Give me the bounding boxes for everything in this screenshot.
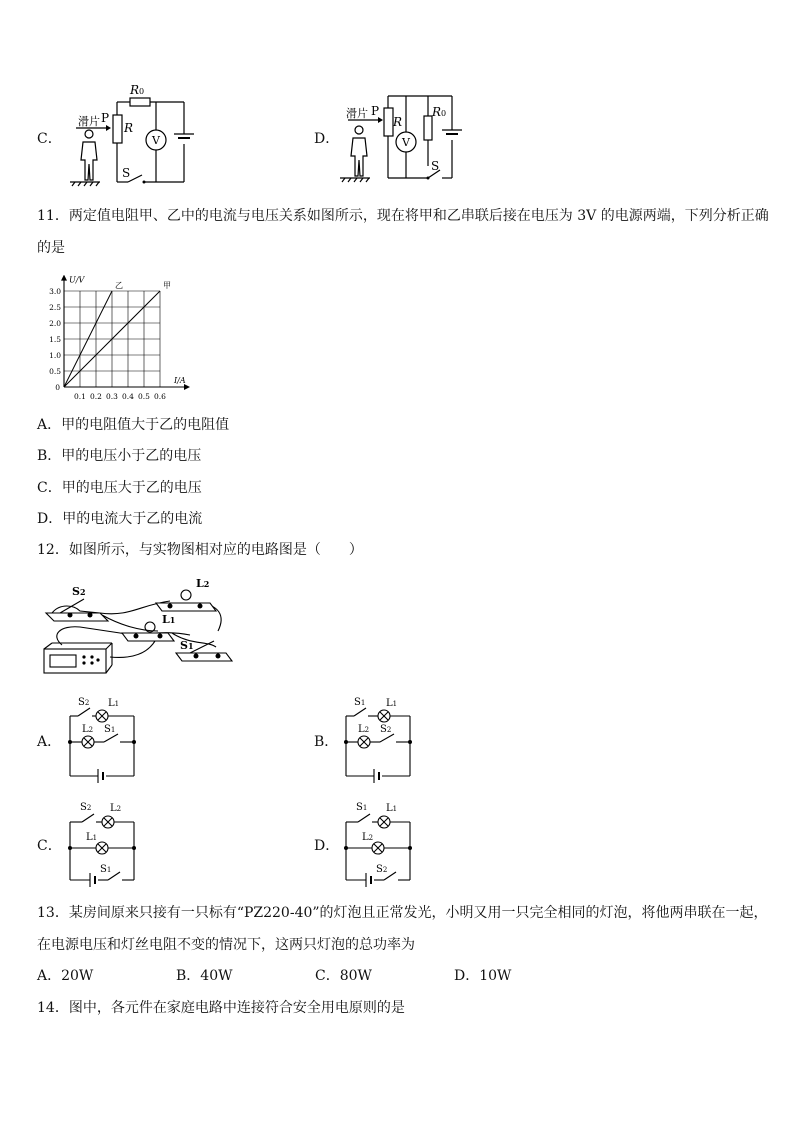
q10-c-s-label: S — [122, 166, 131, 180]
q11-option-a[interactable]: A．甲的电阻值大于乙的电阻值 — [37, 417, 230, 433]
y-tick-label: 1.0 — [49, 351, 61, 360]
q11-option-d[interactable]: D．甲的电流大于乙的电流 — [37, 511, 203, 527]
q12-option-a-letter[interactable]: A． — [37, 734, 62, 750]
q13-option-a[interactable]: A．20W — [37, 968, 94, 984]
q12-photo-s1-label: S1 — [180, 639, 194, 652]
x-tick-label: 0.1 — [74, 392, 86, 400]
q11-iu-chart — [34, 275, 194, 400]
q10-d-huapian-label: 滑片 — [346, 107, 368, 120]
x-tick-label: 0.6 — [154, 392, 166, 400]
q12-circuit-c — [62, 798, 142, 890]
q12-b-l-mid-label: L2 — [358, 724, 370, 735]
q10-c-p-label: P — [101, 111, 110, 125]
q12-c-l-mid-label: L1 — [86, 832, 98, 843]
q12-circuit-d — [338, 798, 418, 890]
q10-c-huapian-label: 滑片 — [78, 115, 100, 128]
q11-option-c[interactable]: C．甲的电压大于乙的电压 — [37, 480, 202, 496]
y-tick-label: 2.0 — [49, 319, 61, 328]
q12-d-s-top-label: S1 — [356, 802, 368, 813]
q12-option-b-letter[interactable]: B． — [314, 734, 339, 750]
y-axis-arrow — [61, 275, 67, 281]
q10-circuit-d — [340, 90, 464, 186]
q12-d-s-bot-label: S2 — [376, 864, 388, 875]
y-tick-label: 3.0 — [49, 287, 61, 296]
q12-a-s-mid-label: S1 — [104, 724, 116, 735]
q12-circuit-b — [338, 694, 418, 786]
q12-b-s-top-label: S1 — [354, 697, 366, 708]
q10-d-p-label: P — [371, 104, 380, 118]
q12-a-l-mid-label: L2 — [82, 724, 94, 735]
q12-stem: 12．如图所示，与实物图相对应的电路图是（ ） — [37, 542, 363, 558]
q10-c-v-label: V — [152, 134, 160, 147]
q12-photo-l1-label: L1 — [162, 613, 176, 626]
q12-option-c-letter[interactable]: C． — [37, 838, 62, 854]
q12-option-d-letter[interactable]: D． — [314, 838, 340, 854]
y-tick-label: 1.5 — [49, 335, 61, 344]
x-tick-label: 0.5 — [138, 392, 150, 400]
q12-c-s-bot-label: S1 — [100, 864, 112, 875]
q12-photo-s2-label: S2 — [72, 585, 86, 598]
q13-option-d[interactable]: D．10W — [454, 968, 512, 984]
q12-physical-diagram — [40, 575, 240, 680]
q10-option-d-letter: D． — [314, 131, 340, 147]
q14-stem: 14．图中，各元件在家庭电路中连接符合安全用电原则的是 — [37, 1000, 405, 1016]
q12-c-l-top-label: L2 — [110, 803, 122, 814]
q13-option-b[interactable]: B．40W — [176, 968, 233, 984]
q12-c-s-top-label: S2 — [80, 802, 92, 813]
q12-b-s-mid-label: S2 — [380, 724, 392, 735]
x-tick-label: 0.3 — [106, 392, 118, 400]
q13-stem-line2: 在电源电压和灯丝电阻不变的情况下，这两只灯泡的总功率为 — [37, 937, 415, 953]
series-label-0: 乙 — [115, 281, 123, 290]
q12-photo-l2-label: L2 — [196, 577, 210, 590]
q12-a-s-top-label: S2 — [78, 697, 90, 708]
q12-d-l-mid-label: L2 — [362, 832, 374, 843]
y-tick-label: 0.5 — [49, 367, 61, 376]
q10-c-r-label: R — [124, 121, 134, 135]
q10-c-r0-label: R0 — [130, 83, 145, 97]
q10-circuit-c — [66, 82, 202, 190]
series-label-1: 甲 — [163, 281, 171, 290]
q11-stem-line1: 11．两定值电阻甲、乙中的电流与电压关系如图所示，现在将甲和乙串联后接在电压为 3V 的电源两端，下列分析正确 — [37, 208, 769, 224]
x-tick-label: 0.4 — [122, 392, 134, 400]
x-axis-label: I/A — [174, 376, 186, 385]
q12-a-l-top-label: L1 — [108, 698, 120, 709]
q10-d-r-label: R — [393, 115, 403, 129]
q12-d-l-top-label: L1 — [386, 803, 398, 814]
q13-stem-line1: 13．某房间原来只接有一只标有“PZ220-40”的灯泡且正常发光，小明又用一只完全相同的灯泡，将他两串联在一起， — [37, 905, 768, 921]
y-tick-label: 2.5 — [49, 303, 61, 312]
q12-circuit-a — [62, 694, 142, 786]
q11-stem-line2: 的是 — [37, 240, 65, 256]
x-tick-label: 0.2 — [90, 392, 102, 400]
y-axis-label: U/V — [69, 275, 85, 285]
origin-label: 0 — [55, 383, 60, 392]
chart-axes — [61, 275, 190, 390]
q10-d-s-label: S — [431, 159, 440, 173]
q10-d-v-label: V — [402, 136, 410, 149]
q12-b-l-top-label: L1 — [386, 698, 398, 709]
q11-option-b[interactable]: B．甲的电压小于乙的电压 — [37, 448, 202, 464]
q10-d-r0-label: R0 — [432, 105, 447, 119]
q10-option-c-letter: C． — [37, 131, 62, 147]
q13-option-c[interactable]: C．80W — [315, 968, 372, 984]
